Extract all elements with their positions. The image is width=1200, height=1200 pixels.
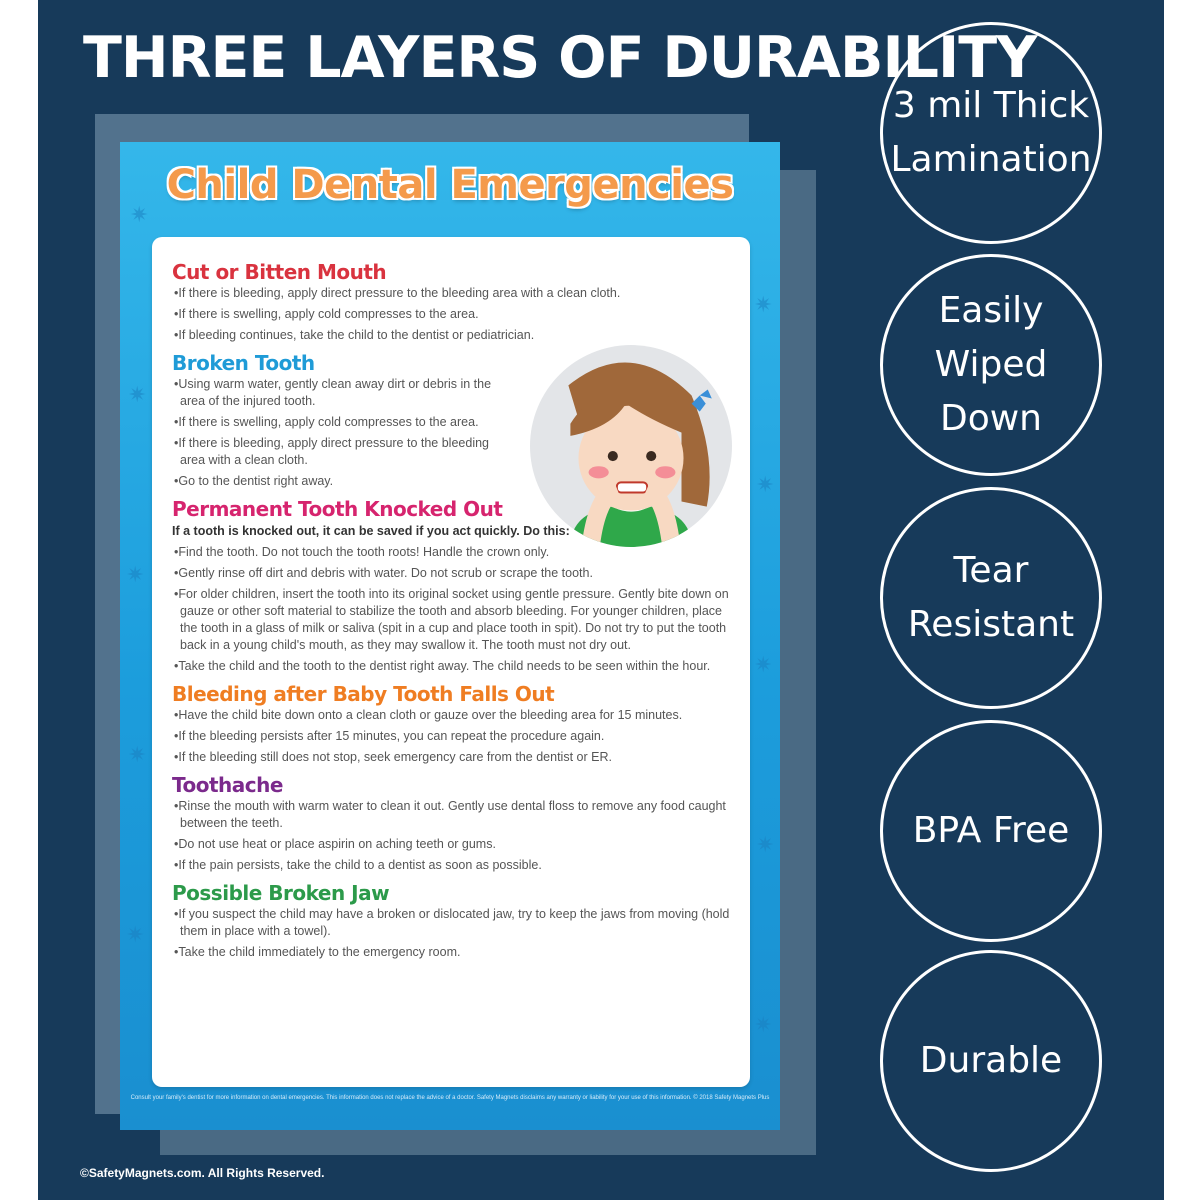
bullet-list — [172, 376, 512, 490]
bullet-item: • If there is swelling, apply cold compresses to the area. — [172, 414, 512, 431]
star-decoration: ✷ — [130, 202, 149, 227]
child-toothache-illustration — [530, 345, 732, 547]
poster-footer: Consult your family's dentist for more information on dental emergencies. This information does not replace the advice of a doctor. Safety Magnets disclaims any warranty or liability for your use of this information. © 2018 Safety Magnets Plus — [130, 1095, 770, 1101]
bullet-item: • Gently rinse off dirt and debris with water. Do not scrub or scrape the tooth. — [172, 565, 732, 582]
star-decoration: ✷ — [128, 382, 147, 407]
bullet-list — [172, 906, 732, 961]
star-decoration: ✷ — [128, 742, 147, 767]
bullet-list — [172, 285, 732, 344]
star-decoration: ✷ — [756, 832, 775, 857]
bullet-item: • For older children, insert the tooth into its original socket using gentle pressure. Gently bite down on gauze or other soft material to stabilize the tooth and absorb bleeding. For younger children, place the tooth in a glass of milk or saliva (spit in a cup and place tooth in spit). Do not try to put the tooth back in a young child's mouth, as they may swallow it. The tooth must not dry out. — [172, 586, 732, 654]
bullet-item: • Go to the dentist right away. — [172, 473, 512, 490]
headline: THREE LAYERS OF DURABILITY — [83, 25, 1037, 91]
star-decoration: ✷ — [754, 1012, 773, 1037]
section-heading: Permanent Tooth Knocked Out — [172, 497, 503, 521]
poster-section — [172, 259, 732, 344]
feature-badge-bpa-free: BPA Free — [880, 720, 1102, 942]
section-heading: Cut or Bitten Mouth — [172, 260, 387, 284]
section-note: If a tooth is knocked out, it can be saved if you act quickly. Do this: — [172, 524, 570, 538]
feature-badge-lamination: 3 mil Thick Lamination — [880, 22, 1102, 244]
section-heading: Possible Broken Jaw — [172, 881, 390, 905]
star-decoration: ✷ — [754, 292, 773, 317]
bullet-item: • If the bleeding persists after 15 minutes, you can repeat the procedure again. — [172, 728, 732, 745]
bullet-item: • If the pain persists, take the child to a dentist as soon as possible. — [172, 857, 732, 874]
star-decoration: ✷ — [126, 922, 145, 947]
bullet-item: • Have the child bite down onto a clean cloth or gauze over the bleeding area for 15 minutes. — [172, 707, 732, 724]
bullet-item: • Do not use heat or place aspirin on aching teeth or gums. — [172, 836, 732, 853]
bullet-list — [172, 544, 732, 675]
feature-badge-wiped-down: Easily Wiped Down — [880, 254, 1102, 476]
bullet-item: • If there is swelling, apply cold compresses to the area. — [172, 306, 732, 323]
poster-title: Child Dental Emergencies — [166, 162, 734, 208]
poster-section — [172, 772, 732, 874]
bullet-item: • Take the child and the tooth to the dentist right away. The child needs to be seen within the hour. — [172, 658, 732, 675]
bullet-item: • If there is bleeding, apply direct pressure to the bleeding area with a clean cloth. — [172, 435, 512, 469]
poster-section — [172, 880, 732, 961]
poster-section — [172, 681, 732, 766]
bullet-list — [172, 798, 732, 874]
copyright-notice: ©SafetyMagnets.com. All Rights Reserved. — [80, 1166, 325, 1180]
content-card — [152, 237, 750, 1087]
feature-badge-tear-resistant: Tear Resistant — [880, 487, 1102, 709]
bullet-item: • Rinse the mouth with warm water to clean it out. Gently use dental floss to remove any food caught between the teeth. — [172, 798, 732, 832]
star-decoration: ✷ — [754, 652, 773, 677]
feature-badge-durable: Durable — [880, 950, 1102, 1172]
bullet-item: • Find the tooth. Do not touch the tooth roots! Handle the crown only. — [172, 544, 732, 561]
star-decoration: ✷ — [126, 562, 145, 587]
bullet-item: • If bleeding continues, take the child to the dentist or pediatrician. — [172, 327, 732, 344]
section-heading: Toothache — [172, 773, 283, 797]
bullet-list — [172, 707, 732, 766]
section-heading: Broken Tooth — [172, 351, 315, 375]
bullet-item: • If the bleeding still does not stop, seek emergency care from the dentist or ER. — [172, 749, 732, 766]
bullet-item: • If there is bleeding, apply direct pressure to the bleeding area with a clean cloth. — [172, 285, 732, 302]
star-decoration: ✷ — [756, 472, 775, 497]
bullet-item: • If you suspect the child may have a broken or dislocated jaw, try to keep the jaws from moving (hold them in place with a towel). — [172, 906, 732, 940]
bullet-item: • Take the child immediately to the emergency room. — [172, 944, 732, 961]
section-heading: Bleeding after Baby Tooth Falls Out — [172, 682, 555, 706]
poster — [120, 142, 780, 1130]
bullet-item: • Using warm water, gently clean away dirt or debris in the area of the injured tooth. — [172, 376, 512, 410]
